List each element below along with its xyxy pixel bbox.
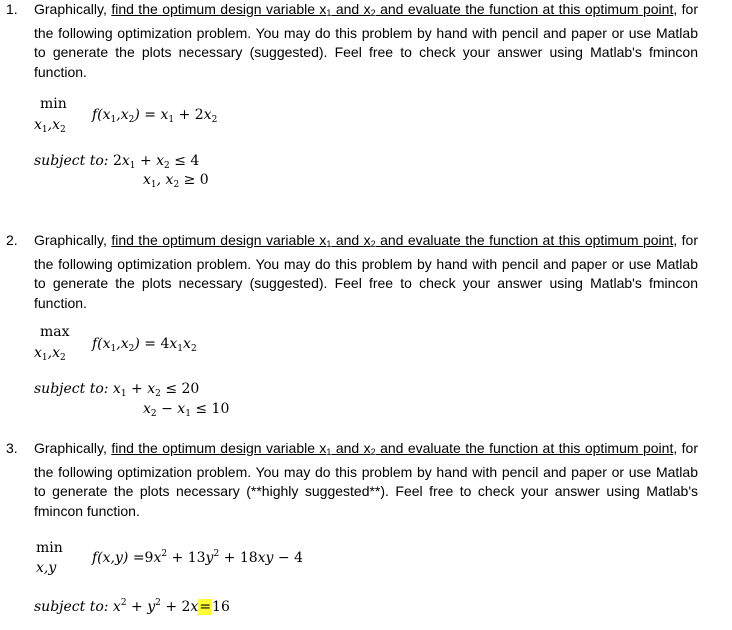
underlined-task: find the optimum design variable $x_1$ and $x_2$ and evaluate the function at this optimum point — [111, 1, 674, 18]
problem-number: 1. — [6, 1, 18, 17]
problem-statement: Graphically, find the optimum design variable $x_1$ and $x_2$ and evaluate the function at this optimum point, for the following optimization problem. You may do this problem by hand with pencil and paper or use Matlab to generate the plots necessary (suggested). Feel free to check your answer using Matlab's fmincon function. — [34, 1, 698, 80]
constraint-2: $x_2 - x_1 \le 10$ — [143, 401, 230, 419]
operator-max: max — [40, 324, 70, 340]
underlined-task: find the optimum design variable $x_1$ and $x_2$ and evaluate the function at this optimum point — [111, 440, 674, 457]
problem-3 — [6, 439, 698, 521]
decision-variables: $x_1,x_2$ — [34, 345, 66, 363]
constraint-1: subject to: $x^2 + y^2 + 2x=16$ — [34, 598, 230, 615]
highlighted-equals: = — [199, 599, 212, 615]
problem-number: 3. — [6, 440, 18, 456]
constraint-1: subject to: $2x_1 + x_2 \le 4$ — [34, 153, 200, 171]
problem-statement: Graphically, find the optimum design variable $x_1$ and $x_2$ and evaluate the function at this optimum point, for the following optimization problem. You may do this problem by hand with pencil and paper or use Matlab to generate the plots necessary (**highly suggested**). Feel free to check your answer using Matlab's fmincon function. — [34, 440, 698, 519]
operator-min: min — [36, 540, 63, 556]
objective-function: $f(x_1,x_2) = 4x_1x_2$ — [92, 336, 197, 354]
problem-number: 2. — [6, 232, 18, 248]
decision-variables: x,y — [36, 560, 57, 576]
objective-function: $f(x_1,x_2) = x_1 + 2x_2$ — [92, 107, 218, 125]
constraint-2: $x_1$, $x_2 \ge 0$ — [143, 172, 209, 190]
problem-2 — [6, 231, 698, 313]
constraint-1: subject to: $x_1 + x_2 \le 20$ — [34, 381, 200, 399]
problem-statement: Graphically, find the optimum design variable $x_1$ and $x_2$ and evaluate the function at this optimum point, for the following optimization problem. You may do this problem by hand with pencil and paper or use Matlab to generate the plots necessary (suggested). Feel free to check your answer using Matlab's fmincon function. — [34, 232, 698, 311]
problem-1 — [6, 0, 698, 82]
underlined-task: find the optimum design variable $x_1$ and $x_2$ and evaluate the function at this optimum point — [111, 232, 674, 249]
decision-variables: $x_1,x_2$ — [34, 117, 66, 135]
objective-function: $f(x,y) =9x^2 + 13y^2 + 18xy - 4$ — [92, 549, 304, 566]
operator-min: min — [40, 96, 67, 112]
